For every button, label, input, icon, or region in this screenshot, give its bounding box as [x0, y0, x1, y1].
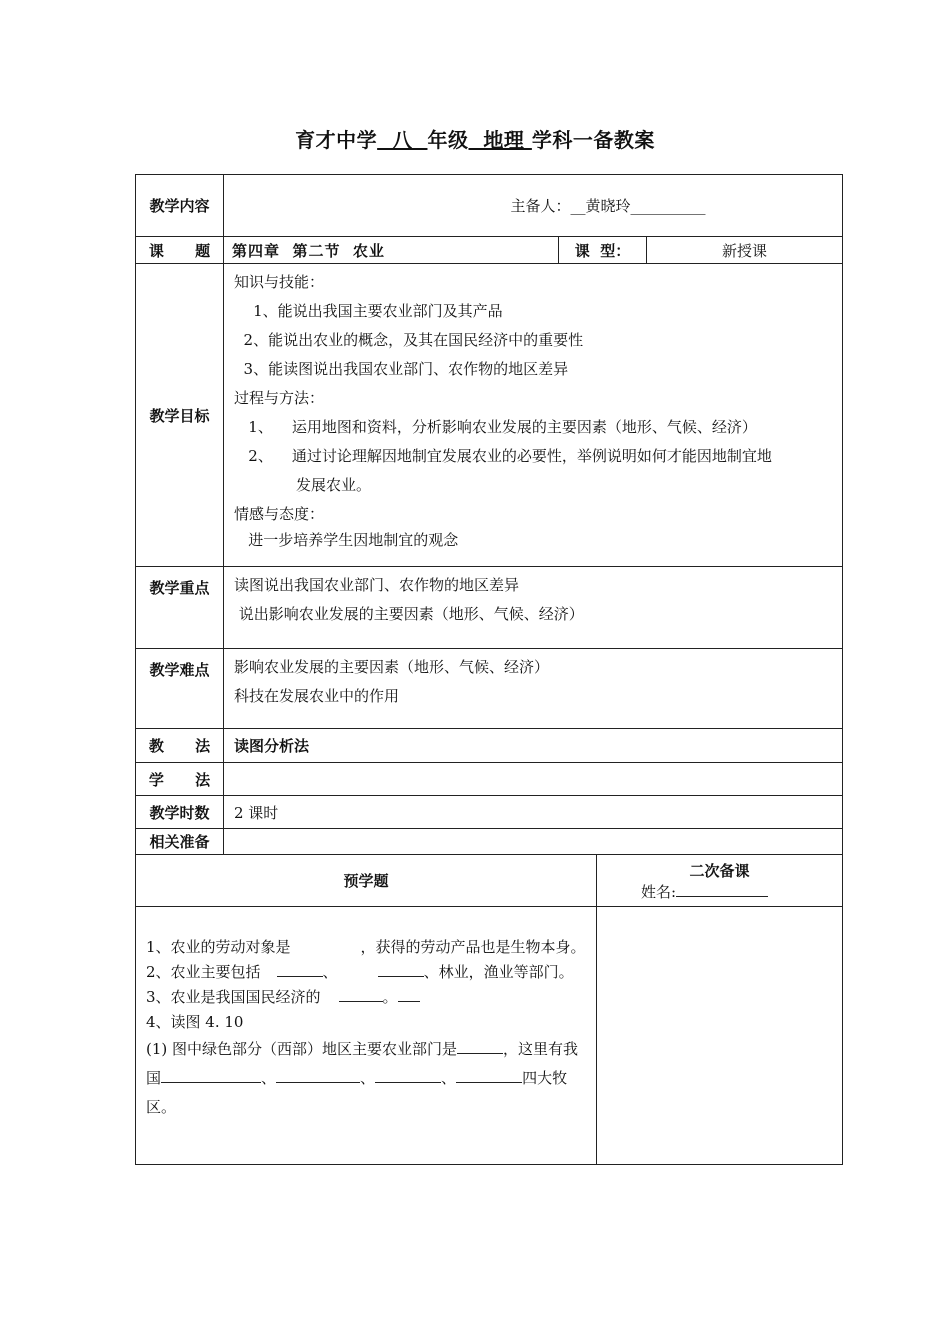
- objectives-cell: [224, 264, 843, 567]
- blank: [375, 1068, 441, 1083]
- key-label: 教学重点: [136, 567, 224, 649]
- topic-label: 课 题: [136, 237, 224, 264]
- lesson-plan-table: [135, 174, 843, 1165]
- title-subject: 地理: [468, 128, 532, 152]
- second-prep-title: 二次备课: [689, 861, 750, 880]
- type-label: 课 型：: [559, 237, 647, 264]
- question-1: [146, 935, 592, 960]
- type-value: 新授课: [647, 237, 843, 264]
- page-title: [0, 124, 950, 153]
- hours-value: 2 课时: [224, 796, 843, 829]
- blank: [276, 1068, 360, 1083]
- row-difficult: [136, 649, 843, 729]
- question-text: 3、农业是我国国民经济的: [146, 988, 321, 1006]
- title-suffix: 学科一备教案: [531, 128, 655, 152]
- key-cell: [224, 567, 843, 649]
- blank: [378, 962, 424, 977]
- objectives-label: 教学目标: [136, 264, 224, 567]
- question-text: 、: [360, 1069, 376, 1087]
- objective-line: 3、能读图说出我国农业部门、农作物的地区差异: [234, 360, 569, 378]
- objective-line: 1、 运用地图和资料，分析影响农业发展的主要因素（地形、气候、经济）: [234, 418, 757, 436]
- blank: [161, 1068, 261, 1083]
- question-text: 1、农业的劳动对象是: [146, 938, 291, 956]
- objective-line: 进一步培养学生因地制宜的观念: [234, 531, 459, 549]
- learn-label: 学 法: [136, 763, 224, 796]
- objective-line: 2、能说出农业的概念，及其在国民经济中的重要性: [234, 331, 584, 349]
- preparer: 主备人：__黄晓玲__________: [224, 175, 843, 237]
- learn-value: [224, 763, 843, 796]
- question-4: 4、读图 4. 10: [146, 1013, 244, 1031]
- row-learn: [136, 763, 843, 796]
- question-text: 四大牧区。: [146, 1069, 568, 1116]
- name-label: 姓名:: [641, 882, 677, 901]
- objective-line: 过程与方法：: [234, 389, 325, 407]
- blank: [339, 987, 383, 1002]
- title-grade-suffix: 年级: [427, 128, 469, 152]
- blank: [456, 1068, 522, 1083]
- objective-line: 情感与态度：: [234, 505, 325, 523]
- question-text: 、: [261, 1069, 277, 1087]
- key-point: 读图说出我国农业部门、农作物的地区差异: [234, 576, 520, 594]
- row-key: [136, 567, 843, 649]
- row-topic: [136, 237, 843, 264]
- blank: [277, 962, 323, 977]
- method-label: 教 法: [136, 729, 224, 763]
- row-objectives: [136, 264, 843, 567]
- question-text: 。: [382, 988, 398, 1006]
- question-text: 、: [441, 1069, 457, 1087]
- question-text: 、林业，渔业等部门。: [423, 963, 574, 981]
- second-prep-header: [597, 855, 843, 907]
- hours-label: 教学时数: [136, 796, 224, 829]
- objective-line: 发展农业。: [234, 476, 371, 494]
- objective-line: 1、能说出我国主要农业部门及其产品: [234, 302, 503, 320]
- difficult-label: 教学难点: [136, 649, 224, 729]
- name-field: [597, 881, 842, 902]
- question-text: ，获得的劳动产品也是生物本身。: [360, 938, 586, 956]
- second-prep-area[interactable]: [597, 907, 843, 1165]
- title-school: 育才中学: [295, 128, 378, 152]
- question-text: ，这里有我国: [146, 1040, 579, 1087]
- preview-header: 预学题: [136, 855, 597, 907]
- content-label: 教学内容: [136, 175, 224, 237]
- row-prep: [136, 829, 843, 855]
- objective-line: 知识与技能：: [234, 273, 325, 291]
- blank: [398, 987, 420, 1002]
- prep-value: [224, 829, 843, 855]
- row-content: [136, 175, 843, 237]
- row-preview-body: [136, 907, 843, 1165]
- key-point: 说出影响农业发展的主要因素（地形、气候、经济）: [234, 605, 584, 623]
- difficult-cell: [224, 649, 843, 729]
- row-hours: [136, 796, 843, 829]
- topic-value: 第四章 第二节 农业: [224, 237, 559, 264]
- question-5: [146, 1035, 592, 1122]
- objective-line: 2、 通过讨论理解因地制宜发展农业的必要性，举例说明如何才能因地制宜地: [234, 447, 772, 465]
- row-method: [136, 729, 843, 763]
- title-grade: 八: [377, 128, 428, 152]
- row-preview-header: [136, 855, 843, 907]
- difficult-point: 影响农业发展的主要因素（地形、气候、经济）: [234, 658, 550, 676]
- name-blank: [676, 882, 768, 897]
- question-2: [146, 960, 592, 985]
- prep-label: 相关准备: [136, 829, 224, 855]
- question-text: 、: [322, 963, 338, 981]
- preview-questions: [136, 907, 597, 1165]
- method-value: 读图分析法: [224, 729, 843, 763]
- question-text: 2、农业主要包括: [146, 963, 261, 981]
- question-3: [146, 985, 592, 1010]
- difficult-point: 科技在发展农业中的作用: [234, 687, 400, 705]
- blank: [457, 1039, 503, 1054]
- question-text: (1) 图中绿色部分（西部）地区主要农业部门是: [146, 1040, 458, 1058]
